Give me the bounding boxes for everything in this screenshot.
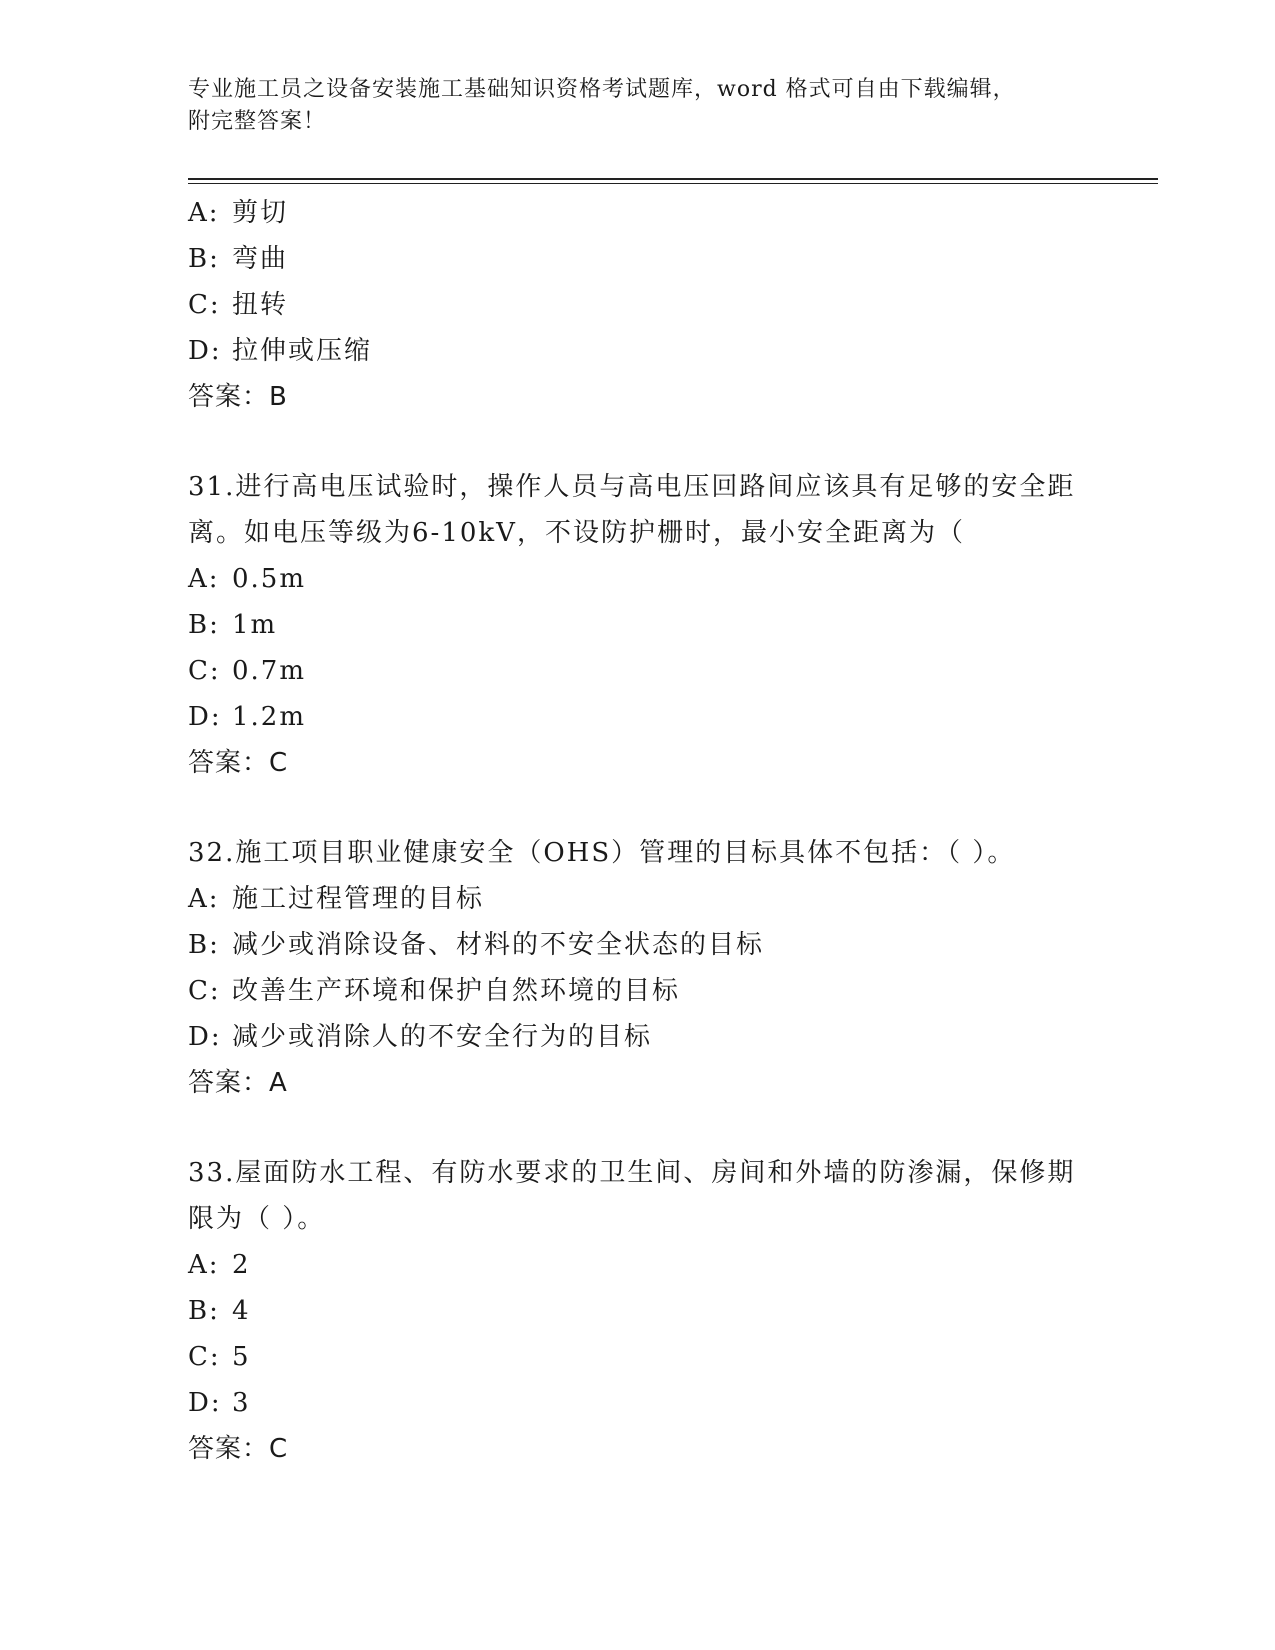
question-list — [188, 190, 1088, 1472]
answer-line: 答案：C — [188, 748, 289, 778]
option-b: B: 弯曲 — [188, 244, 289, 274]
answer-line: 答案：C — [188, 1434, 289, 1464]
header-line-1: 专业施工员之设备安装施工基础知识资格考试题库，word 格式可自由下载编辑， — [188, 77, 1016, 102]
question-block-33 — [188, 1150, 1088, 1472]
option-a: A: 剪切 — [188, 198, 289, 228]
option-c: C: 扭转 — [188, 290, 289, 320]
option-a: A: 2 — [188, 1250, 251, 1280]
question-text: 33.屋面防水工程、有防水要求的卫生间、房间和外墙的防渗漏，保修期限为（ ）。 — [188, 1158, 1076, 1234]
question-block-30 — [188, 190, 1088, 420]
option-d: D: 减少或消除人的不安全行为的目标 — [188, 1022, 653, 1052]
answer-line: 答案：B — [188, 382, 288, 412]
option-c: C: 5 — [188, 1342, 251, 1372]
header-divider-thick — [188, 178, 1158, 180]
document-header — [188, 74, 1088, 138]
option-c: C: 改善生产环境和保护自然环境的目标 — [188, 976, 681, 1006]
answer-line: 答案：A — [188, 1068, 288, 1098]
option-d: D: 3 — [188, 1388, 251, 1418]
option-c: C: 0.7m — [188, 656, 307, 686]
option-d: D: 1.2m — [188, 702, 307, 732]
option-b: B: 1m — [188, 610, 278, 640]
header-divider-thin — [188, 183, 1158, 184]
question-block-31 — [188, 464, 1088, 786]
header-line-2: 附完整答案！ — [188, 109, 327, 134]
option-b: B: 4 — [188, 1296, 251, 1326]
option-a: A: 施工过程管理的目标 — [188, 884, 485, 914]
question-text: 32.施工项目职业健康安全（OHS）管理的目标具体不包括：（ ）。 — [188, 838, 1016, 868]
option-b: B: 减少或消除设备、材料的不安全状态的目标 — [188, 930, 765, 960]
option-d: D: 拉伸或压缩 — [188, 336, 373, 366]
question-block-32 — [188, 830, 1088, 1106]
option-a: A: 0.5m — [188, 564, 307, 594]
question-text: 31.进行高电压试验时，操作人员与高电压回路间应该具有足够的安全距离。如电压等级为6-10kV，不设防护栅时，最小安全距离为（ — [188, 472, 1076, 548]
